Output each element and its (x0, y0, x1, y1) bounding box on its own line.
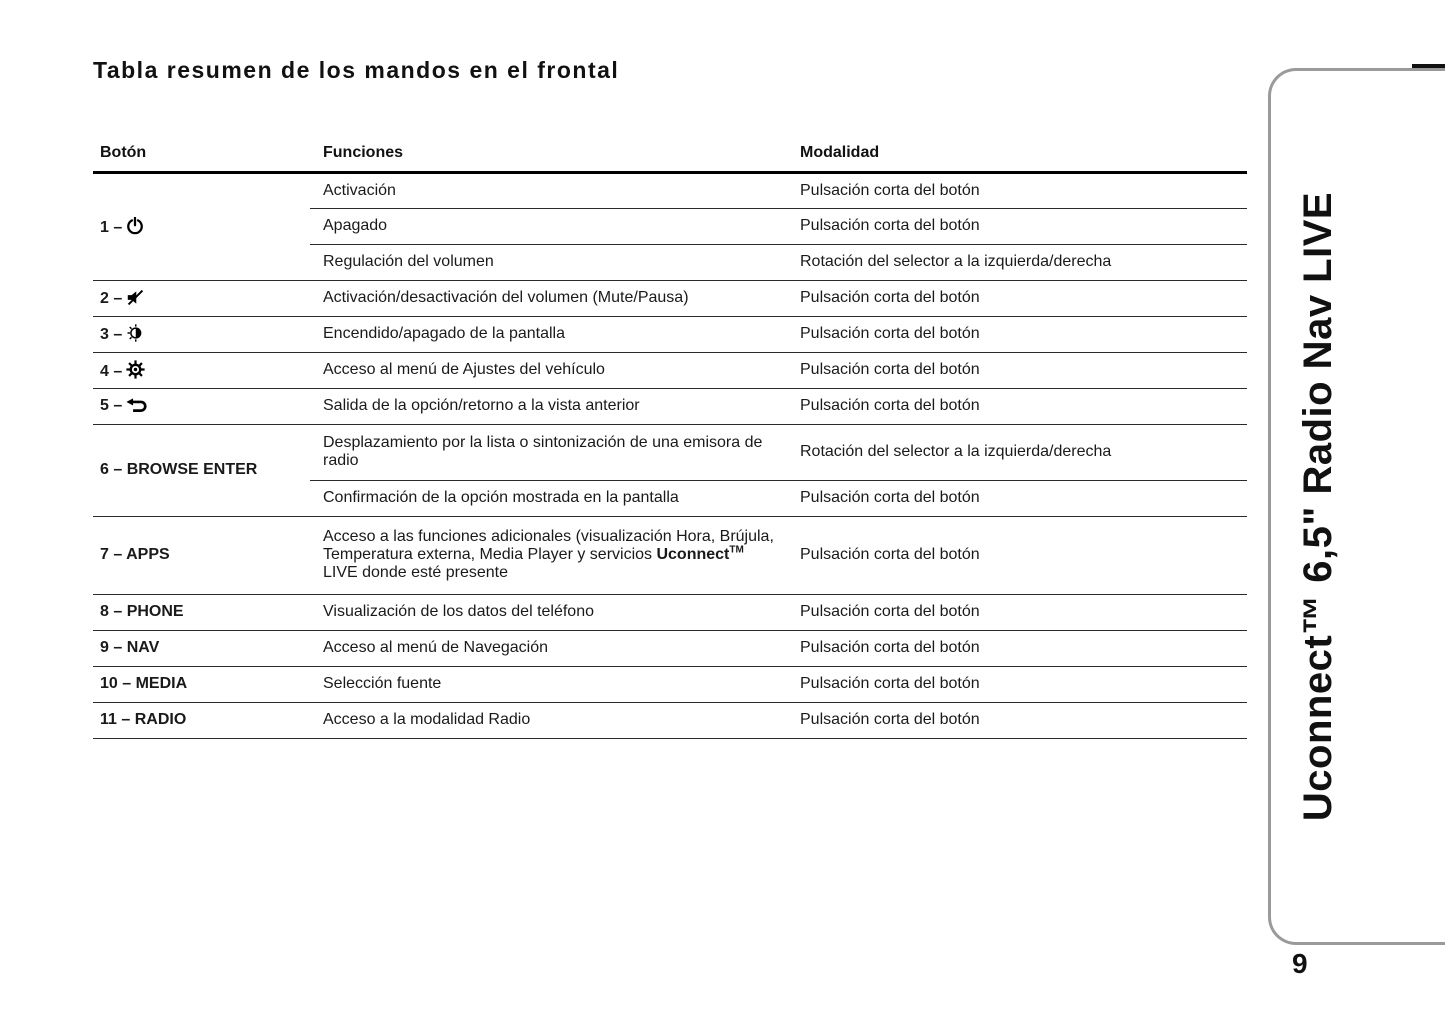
button-label: 3 – (100, 326, 123, 343)
function-cell: Selección fuente (310, 666, 790, 702)
brand-name: Uconnect (656, 546, 730, 563)
back-icon (126, 398, 148, 413)
button-label: 4 – (100, 362, 123, 380)
mode-cell: Pulsación corta del botón (790, 666, 1247, 702)
mode-cell: Pulsación corta del botón (790, 516, 1247, 594)
button-cell-radio (93, 702, 310, 738)
settings-icon (126, 360, 145, 379)
mode-cell: Pulsación corta del botón (790, 702, 1247, 738)
mode-cell: Rotación del selector a la izquierda/derecha (790, 244, 1247, 280)
function-cell: Encendido/apagado de la pantalla (310, 316, 790, 352)
button-label: 6 – BROWSE ENTER (100, 461, 258, 478)
function-text: Acceso a las funciones adicionales (visualización Hora, Brújula, Temperatura externa, Media Player y servicios (323, 528, 774, 563)
button-label: 8 – PHONE (100, 603, 184, 620)
mode-cell: Pulsación corta del botón (790, 594, 1247, 630)
button-cell-back (93, 388, 310, 424)
button-label: 7 – APPS (100, 546, 170, 563)
display-icon (126, 324, 144, 342)
power-icon (126, 217, 144, 235)
button-cell-apps (93, 516, 310, 594)
function-cell: Acceso a la modalidad Radio (310, 702, 790, 738)
button-cell-nav (93, 630, 310, 666)
function-cell: Desplazamiento por la lista o sintonización de una emisora de radio (310, 424, 790, 480)
function-cell (310, 516, 790, 594)
header-modalidad: Modalidad (790, 136, 1247, 172)
page-title: Tabla resumen de los mandos en el frontal (93, 57, 620, 83)
trademark-sup: TM (729, 544, 744, 556)
function-cell: Salida de la opción/retorno a la vista anterior (310, 388, 790, 424)
controls-table (93, 136, 1247, 739)
mode-cell: Pulsación corta del botón (790, 172, 1247, 208)
button-cell-mute (93, 280, 310, 316)
button-cell-browse-enter (93, 424, 310, 516)
button-label: 1 – (100, 218, 123, 236)
header-funciones: Funciones (310, 136, 790, 172)
table-row (93, 594, 1247, 630)
button-label: 11 – RADIO (100, 711, 187, 728)
table-row (93, 172, 1247, 208)
table-row (93, 630, 1247, 666)
mode-cell: Pulsación corta del botón (790, 208, 1247, 244)
mode-cell: Pulsación corta del botón (790, 480, 1247, 516)
button-cell-phone (93, 594, 310, 630)
table-row (93, 352, 1247, 388)
mode-cell: Pulsación corta del botón (790, 316, 1247, 352)
function-text: LIVE donde esté presente (323, 564, 509, 581)
function-cell: Acceso al menú de Navegación (310, 630, 790, 666)
function-cell: Confirmación de la opción mostrada en la pantalla (310, 480, 790, 516)
button-cell-settings (93, 352, 310, 388)
button-label: 5 – (100, 397, 123, 414)
table-row (93, 702, 1247, 738)
function-cell: Apagado (310, 208, 790, 244)
function-cell: Activación (310, 172, 790, 208)
button-cell-power (93, 172, 310, 280)
button-label: 10 – MEDIA (100, 675, 188, 692)
function-cell: Regulación del volumen (310, 244, 790, 280)
table-row (93, 666, 1247, 702)
function-cell: Visualización de los datos del teléfono (310, 594, 790, 630)
table-row (93, 388, 1247, 424)
mode-cell: Pulsación corta del botón (790, 352, 1247, 388)
function-cell: Activación/desactivación del volumen (Mute/Pausa) (310, 280, 790, 316)
mode-cell: Pulsación corta del botón (790, 630, 1247, 666)
chapter-tab-frame (1268, 68, 1445, 945)
table-row (93, 424, 1247, 480)
table-row (93, 280, 1247, 316)
function-cell: Acceso al menú de Ajustes del vehículo (310, 352, 790, 388)
button-label: 2 – (100, 289, 123, 307)
chapter-title-text: Uconnect™ 6,5" Radio Nav LIVE (1296, 191, 1341, 822)
mode-cell: Rotación del selector a la izquierda/derecha (790, 424, 1247, 480)
button-cell-media (93, 666, 310, 702)
mute-icon (126, 289, 145, 306)
table-row (93, 316, 1247, 352)
table-header-row (93, 136, 1247, 172)
table-row (93, 516, 1247, 594)
mode-cell: Pulsación corta del botón (790, 280, 1247, 316)
button-label: 9 – NAV (100, 639, 160, 656)
page-number: 9 (1292, 948, 1308, 979)
header-boton: Botón (93, 136, 310, 172)
button-cell-display (93, 316, 310, 352)
mode-cell: Pulsación corta del botón (790, 388, 1247, 424)
